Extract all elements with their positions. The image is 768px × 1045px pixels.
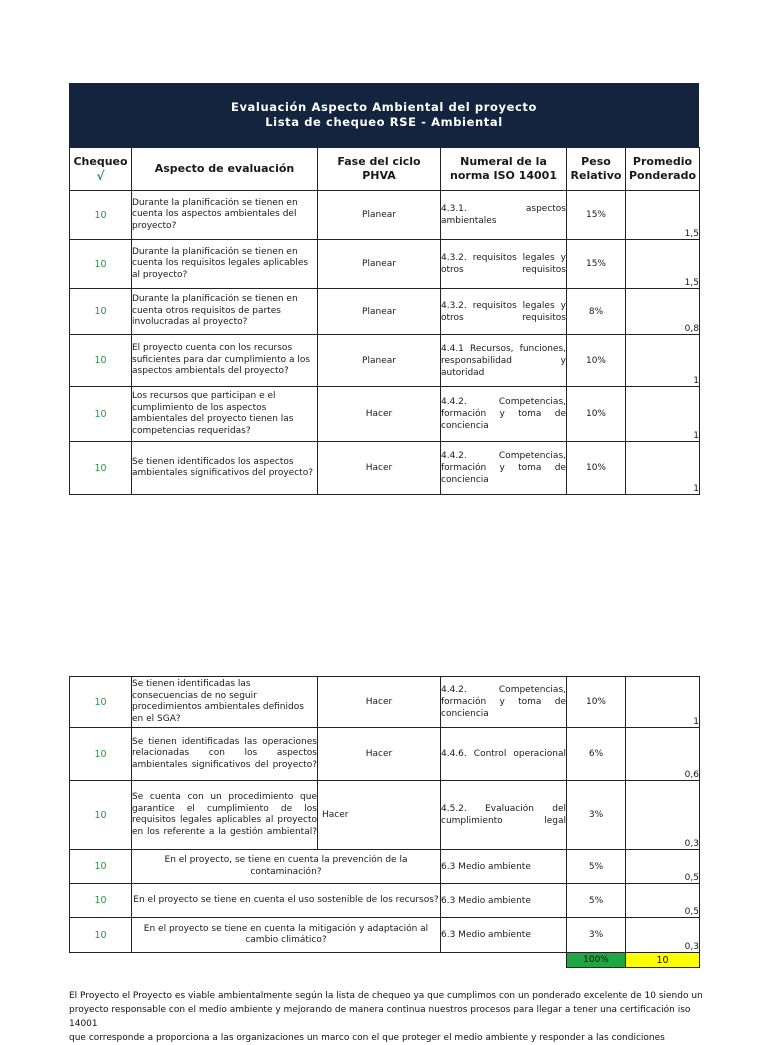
col-numeral: Numeral de la norma ISO 14001 <box>441 148 567 191</box>
aspecto-cell: Durante la planificación se tienen en cuenta los aspectos ambientales del proyecto? <box>132 191 318 240</box>
fase-cell: Hacer <box>318 387 441 442</box>
table-row <box>70 191 700 240</box>
peso-cell: 5% <box>567 850 626 884</box>
numeral-cell: 6.3 Medio ambiente <box>441 884 567 918</box>
promedio-cell: 0,5 <box>626 884 700 918</box>
promedio-cell: 1 <box>626 442 700 495</box>
numeral-cell: 4.3.2. requisitos legales y otros requisitos <box>441 289 567 335</box>
peso-cell: 6% <box>567 728 626 781</box>
table-row <box>70 442 700 495</box>
numeral-cell: 6.3 Medio ambiente <box>441 850 567 884</box>
chequeo-cell: 10 <box>70 781 132 850</box>
aspecto-cell: En el proyecto, se tiene en cuenta la prevención de la contaminación? <box>132 850 441 884</box>
chequeo-cell: 10 <box>70 387 132 442</box>
table-row <box>70 335 700 387</box>
table-row <box>70 850 700 884</box>
table-row <box>70 289 700 335</box>
promedio-cell: 0,3 <box>626 781 700 850</box>
table-header-row <box>70 148 700 191</box>
fase-cell: Planear <box>318 240 441 289</box>
numeral-cell: 4.4.2. Competencias, formación y toma de conciencia <box>441 387 567 442</box>
aspecto-cell: Durante la planificación se tienen en cuenta otros requisitos de partes involucradas al proyecto? <box>132 289 318 335</box>
conclusion-paragraph <box>69 989 709 1045</box>
numeral-cell: 4.4.6. Control operacional <box>441 728 567 781</box>
peso-cell: 15% <box>567 191 626 240</box>
numeral-cell: 4.3.1. aspectos ambientales <box>441 191 567 240</box>
conclusion-line: que corresponde a proporciona a las organizaciones un marco con el que proteger el medio ambiente y responder a las condiciones <box>69 1033 665 1043</box>
chequeo-cell: 10 <box>70 442 132 495</box>
promedio-cell: 0,5 <box>626 850 700 884</box>
chequeo-cell: 10 <box>70 191 132 240</box>
col-fase: Fase del ciclo PHVA <box>318 148 441 191</box>
total-peso: 100% <box>567 953 626 968</box>
peso-cell: 10% <box>567 335 626 387</box>
conclusion-line: El Proyecto el Proyecto es viable ambientalmente según la lista de chequeo ya que cumplimos con un ponderado excelente de 10 siendo un <box>69 991 703 1001</box>
table-row <box>70 387 700 442</box>
check-icon: √ <box>96 168 105 183</box>
chequeo-cell: 10 <box>70 918 132 953</box>
header-title: Evaluación Aspecto Ambiental del proyecto <box>231 100 537 114</box>
chequeo-cell: 10 <box>70 884 132 918</box>
totals-spacer <box>70 953 567 968</box>
aspecto-cell: Los recursos que participan e el cumplimiento de los aspectos ambientales del proyecto tienen las competencias requeridas? <box>132 387 318 442</box>
peso-cell: 3% <box>567 781 626 850</box>
promedio-cell: 1 <box>626 335 700 387</box>
fase-cell: Hacer <box>318 728 441 781</box>
numeral-cell: 6.3 Medio ambiente <box>441 918 567 953</box>
peso-cell: 3% <box>567 918 626 953</box>
chequeo-cell: 10 <box>70 335 132 387</box>
checklist-table-1 <box>69 147 700 495</box>
totals-row <box>70 953 700 968</box>
document-header <box>69 83 699 147</box>
peso-cell: 10% <box>567 677 626 728</box>
fase-cell: Planear <box>318 335 441 387</box>
total-promedio: 10 <box>626 953 700 968</box>
peso-cell: 15% <box>567 240 626 289</box>
peso-cell: 10% <box>567 442 626 495</box>
aspecto-cell: Se tienen identificadas las operaciones relacionadas con los aspectos ambientales significativos del proyecto? <box>132 728 318 781</box>
numeral-cell: 4.4.1 Recursos, funciones, responsabilidad y autoridad <box>441 335 567 387</box>
aspecto-cell: Durante la planificación se tienen en cuenta los requisitos legales aplicables al proyecto? <box>132 240 318 289</box>
promedio-cell: 1 <box>626 677 700 728</box>
peso-cell: 10% <box>567 387 626 442</box>
numeral-cell: 4.4.2. Competencias, formación y toma de conciencia <box>441 677 567 728</box>
peso-cell: 5% <box>567 884 626 918</box>
col-chequeo: Chequeo √ <box>70 148 132 191</box>
aspecto-cell: En el proyecto se tiene en cuenta la mitigación y adaptación al cambio climático? <box>132 918 441 953</box>
fase-cell: Hacer <box>318 677 441 728</box>
aspecto-cell: El proyecto cuenta con los recursos suficientes para dar cumplimiento a los aspectos ambientals del proyecto? <box>132 335 318 387</box>
table-row <box>70 781 700 850</box>
fase-cell: Hacer <box>318 781 441 850</box>
fase-cell: Hacer <box>318 442 441 495</box>
chequeo-cell: 10 <box>70 677 132 728</box>
peso-cell: 8% <box>567 289 626 335</box>
table-row <box>70 677 700 728</box>
table-row <box>70 918 700 953</box>
table-row <box>70 240 700 289</box>
chequeo-cell: 10 <box>70 289 132 335</box>
numeral-cell: 4.4.2. Competencias, formación y toma de conciencia <box>441 442 567 495</box>
promedio-cell: 0,8 <box>626 289 700 335</box>
chequeo-cell: 10 <box>70 728 132 781</box>
aspecto-cell: Se tienen identificados los aspectos ambientales significativos del proyecto? <box>132 442 318 495</box>
col-aspecto: Aspecto de evaluación <box>132 148 318 191</box>
conclusion-line: proyecto responsable con el medio ambiente y mejorando de manera continua nuestros procesos para llegar a tener una certificación iso 14001 <box>69 1005 691 1029</box>
promedio-cell: 0,3 <box>626 918 700 953</box>
col-promedio: Promedio Ponderado <box>626 148 700 191</box>
promedio-cell: 0,6 <box>626 728 700 781</box>
aspecto-cell: En el proyecto se tiene en cuenta el uso sostenible de los recursos? <box>132 884 441 918</box>
table-row <box>70 728 700 781</box>
header-subtitle: Lista de chequeo RSE - Ambiental <box>265 115 503 129</box>
fase-cell: Planear <box>318 191 441 240</box>
chequeo-cell: 10 <box>70 850 132 884</box>
aspecto-cell: Se cuenta con un procedimiento que garantice el cumplimiento de los requisitos legales aplicables al proyecto en los referente a la gestión ambiental? <box>132 781 318 850</box>
checklist-table-2 <box>69 676 700 968</box>
promedio-cell: 1 <box>626 387 700 442</box>
table-row <box>70 884 700 918</box>
numeral-cell: 4.3.2. requisitos legales y otros requisitos <box>441 240 567 289</box>
col-peso: Peso Relativo <box>567 148 626 191</box>
fase-cell: Planear <box>318 289 441 335</box>
promedio-cell: 1,5 <box>626 191 700 240</box>
numeral-cell: 4.5.2. Evaluación del cumplimiento legal <box>441 781 567 850</box>
chequeo-cell: 10 <box>70 240 132 289</box>
aspecto-cell: Se tienen identificadas las consecuencias de no seguir procedimientos ambientales definidos en el SGA? <box>132 677 318 728</box>
promedio-cell: 1,5 <box>626 240 700 289</box>
